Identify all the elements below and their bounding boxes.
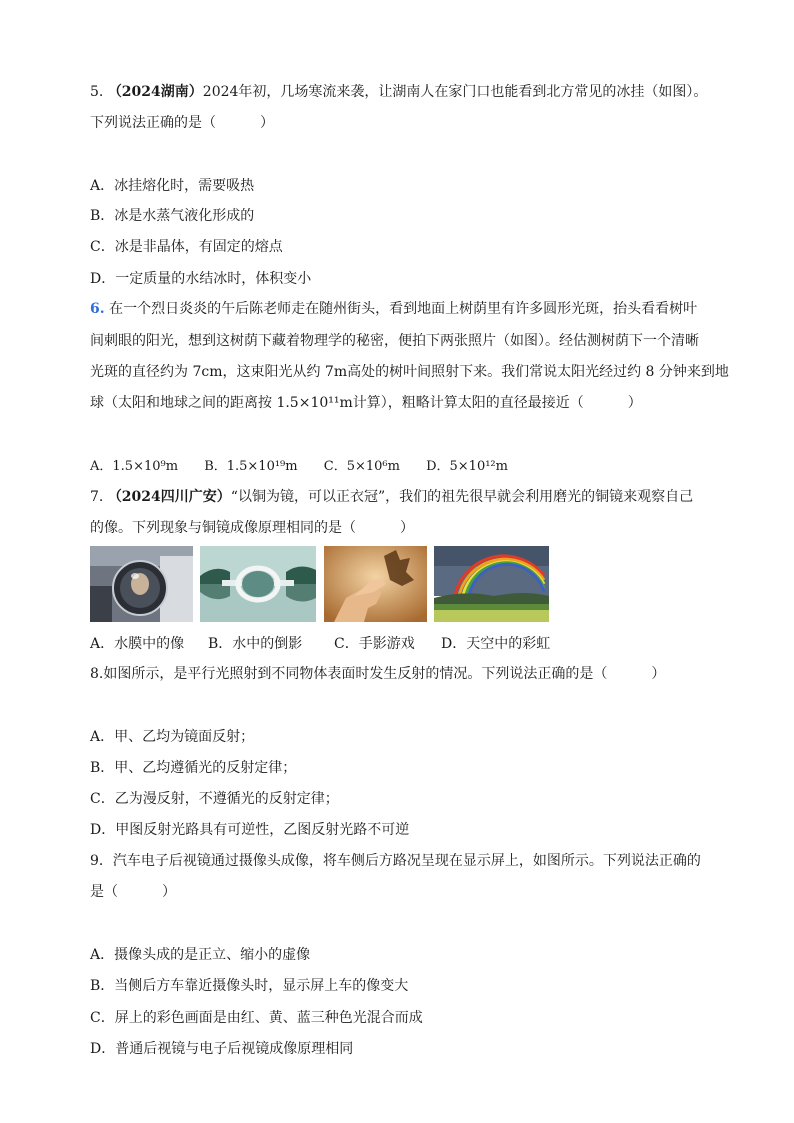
q9-stem-line2: 是（: [90, 884, 118, 900]
q6-paren-close: ）: [627, 395, 642, 411]
q8-stem: 8.如图所示，是平行光照射到不同物体表面时发生反射的情况。下列说法正确的是（: [90, 666, 608, 682]
q8-line1: [90, 664, 665, 684]
q6-option-a: A．1.5×10⁹m: [90, 459, 179, 474]
q8-paren-close: ）: [651, 666, 666, 682]
q9-option-d: D．普通后视镜与电子后视镜成像原理相同: [90, 1041, 354, 1057]
q7-number: 7.: [90, 489, 104, 505]
q5-source: （2024湖南）: [107, 84, 203, 100]
q9-line2: [90, 882, 176, 902]
q7-line1: [90, 487, 693, 507]
hand-shadow-photo: [324, 546, 427, 622]
q9-option-a: A．摄像头成的是正立、缩小的虚像: [90, 947, 311, 963]
q6-option-d: D．5×10¹²m: [426, 459, 508, 474]
q9-line1: 9．汽车电子后视镜通过摄像头成像，将车侧后方路况呈现在显示屏上，如图所示。下列说法正确的: [90, 853, 701, 869]
rainbow-photo: [434, 546, 549, 622]
q6-stem-line1: 在一个烈日炎炎的午后陈老师走在随州街头，看到地面上树荫里有许多圆形光斑，抬头看看树叶: [109, 301, 698, 317]
q8-option-b: B．甲、乙均遵循光的反射定律；: [90, 760, 297, 776]
q8-option-a: A．甲、乙均为镜面反射；: [90, 729, 255, 745]
q8-option-c: C．乙为漫反射，不遵循光的反射定律；: [90, 791, 339, 807]
q6-line1: [90, 299, 697, 319]
q8-option-d: D．甲图反射光路具有可逆性，乙图反射光路不可逆: [90, 822, 410, 838]
q7-caption-a: A．水膜中的像: [90, 636, 185, 652]
bridge-reflection-photo: [200, 546, 316, 622]
q6-options: [90, 455, 530, 474]
q5-paren-close: ）: [260, 115, 274, 131]
q5-line2: [90, 113, 274, 133]
q6-line2: 间刺眼的阳光，想到这树荫下藏着物理学的秘密，便拍下两张照片（如图）。经估测树荫下一个清晰: [90, 333, 699, 349]
q7-source: （2024四川广安）: [107, 489, 231, 505]
q7-line2: [90, 518, 414, 538]
q5-stem-line1: 2024年初，几场寒流来袭，让湖南人在家门口也能看到北方常见的冰挂（如图）。: [202, 84, 708, 100]
q9-paren-close: ）: [162, 884, 176, 900]
q5-number: 5.: [90, 84, 104, 100]
q5-stem-line2: 下列说法正确的是（: [90, 115, 216, 131]
q7-caption-d: D．天空中的彩虹: [441, 636, 551, 652]
q5-option-b: B．冰是水蒸气液化形成的: [90, 208, 255, 224]
q6-option-b: B．1.5×10¹⁹m: [204, 459, 298, 474]
q7-caption-b: B．水中的倒影: [208, 636, 303, 652]
q5-option-a: A．冰挂熔化时，需要吸热: [90, 178, 255, 194]
q7-stem-line2: 的像。下列现象与铜镜成像原理相同的是（: [90, 520, 356, 536]
q6-line3: 光斑的直径约为 7cm，这束阳光从约 7m高处的树叶间照射下来。我们常说太阳光经过约 8 分钟来到地: [90, 364, 729, 380]
q9-option-b: B．当侧后方车靠近摄像头时，显示屏上车的像变大: [90, 978, 409, 994]
q5-line1: [90, 82, 707, 102]
q6-option-c: C．5×10⁶m: [323, 459, 400, 474]
q6-stem-line4: 球（太阳和地球之间的距离按 1.5×10¹¹m计算），粗略计算太阳的直径最接近（: [90, 395, 584, 411]
q7-caption-c: C．手影游戏: [334, 636, 415, 652]
water-film-photo: [90, 546, 193, 622]
q6-number: 6.: [90, 301, 105, 317]
q9-option-c: C．屏上的彩色画面是由红、黄、蓝三种色光混合而成: [90, 1010, 423, 1026]
q6-line4: [90, 393, 642, 413]
q5-option-d: D．一定质量的水结冰时，体积变小: [90, 271, 312, 287]
q7-paren-close: ）: [400, 520, 414, 536]
q5-option-c: C．冰是非晶体，有固定的熔点: [90, 239, 283, 255]
q7-stem-line1: “以铜为镜，可以正衣冠”，我们的祖先很早就会利用磨光的铜镜来观察自己: [230, 489, 694, 505]
